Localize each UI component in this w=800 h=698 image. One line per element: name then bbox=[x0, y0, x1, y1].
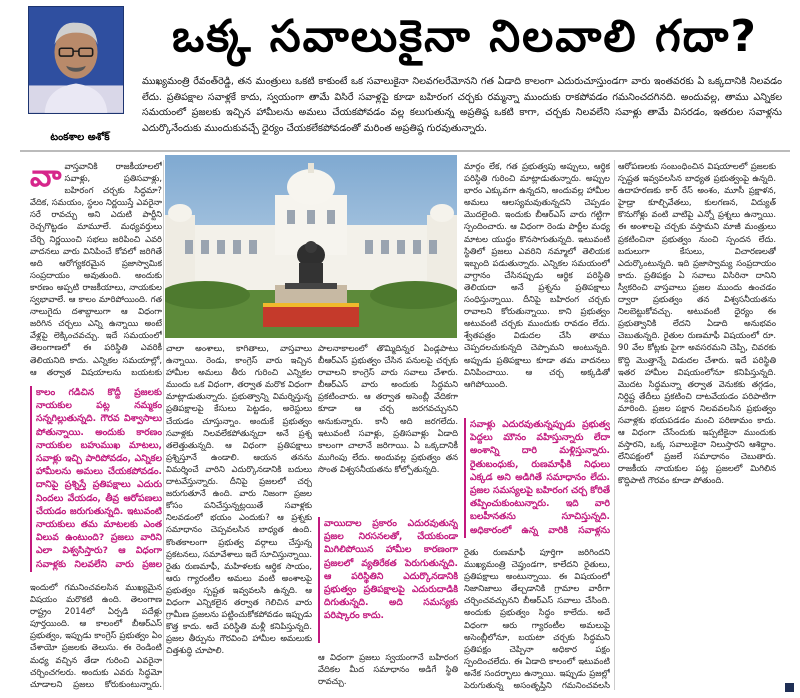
header-divider bbox=[20, 150, 790, 152]
pull-quote-bar-4 bbox=[464, 418, 466, 538]
page-corner-mark bbox=[785, 683, 794, 692]
column-2: చాలా అంశాలు, కాగితాలు, వాస్తవాలు ఉన్నాయి. రెండు, కాంగ్రెస్ వారు ఇచ్చిన హామీల అమలు తీరు గురించి ఎన్నికల ముందు ఒక విధంగా, తర్వాత మరొక విధంగా మాట్లాడుతున్నారు. ప్రభుత్వాన్ని విమర్శిస్తున్న ప్రతిపక్షాలపై కేసులు పెట్టడం, అరెస్టులు చేయడం చూస్తున్నాం. అందుకే ప్రభుత్వం సవాళ్లకు నిలవలేకపోతున్నదా అనే ప్రశ్న తలెత్తుతున్నది. ఆ విధంగా ప్రతిపక్షాలు ప్రశ్నిస్తూనే ఉండాలి. ఆయన తనను విమర్శించే వారిని ఎదుర్కొనడానికి బదులు దాటవేస్తున్నారు. దీనిపై ప్రజలలో చర్చ జరుగుతూనే ఉంది. వారు నిజంగా ప్రజల కోసం పనిచేస్తున్నట్లయితే సవాళ్లకు నిలవడంలో భయం ఎందుకు? ఆ ప్రశ్నకు సమాధానం చెప్పవలసిన బాధ్యత ఉంది. కొంతకాలంగా ప్రభుత్వ వర్గాలు చేస్తున్న ప్రకటనలు, సమావేశాలు ఇదే సూచిస్తున్నాయి. రైతు రుణమాఫీ, మహిళలకు ఆర్థిక సాయం, ఆరు గ్యారంటీల అమలు వంటి అంశాలపై ప్రభుత్వం స్పష్టత ఇవ్వవలసి ఉన్నది. ఆ విధంగా ఎన్నికలైన తర్వాత గెలిచిన వారు గ్రామీణ ప్రజలను పట్టించుకోకపోవడం ఇప్పుడు కొత్త కాదు. అదే పరిస్థితి మళ్లీ కనిపిస్తున్నది. ప్రజల తీర్పును గౌరవించి హామీల అమలుకు చిత్తశుద్ధి చూపాలి. bbox=[166, 343, 312, 656]
author-portrait bbox=[28, 6, 124, 114]
column-1-bottom: ఇందులో గమనించవలసిన ముఖ్యమైన విషయం మరొకటి ఉంది. తెలంగాణ రాష్ట్రం 2014లో ఏర్పడి పదేళ్లు పూర్తయింది. ఆ కాలంలో బీఆర్ఎస్ ప్రభుత్వం, ఇప్పుడు కాంగ్రెస్ ప్రభుత్వం ఏం చేశాయో ప్రజలకు తెలుసు. ఈ రెండింటి మధ్య వచ్చిన తేడా గురించి ఎవరైనా చర్చించగలరు. అందుకు ఎవరు సిద్ధమో చూడాలని ప్రజలు కోరుకుంటున్నారు. bbox=[30, 582, 162, 689]
pull-quote-4: సవాళ్లు ఎదురవుతున్నప్పుడు ప్రభుత్వ పెద్దలు మౌనం వహిస్తున్నారు లేదా అంశాన్ని దారి మళ్లిస్తున్నారు. రైతుబంధుకు, రుణమాఫీకి నిధులు ఎక్కడ అని అడిగితే సమాధానం లేదు. ప్రజల సమస్యలపై బహిరంగ చర్చ కోరితే తప్పించుకుంటున్నారు. ఇది వారి బలహీనతను సూచిస్తున్నది. అధికారంలో ఉన్న వారికి సవాళ్లను bbox=[470, 419, 610, 536]
assembly-building-photo bbox=[165, 155, 457, 338]
pull-quote-bar-1 bbox=[30, 386, 32, 572]
article-summary: ముఖ్యమంత్రి రేవంత్‌రెడ్డి, తన మంత్రులు ఒకటి కాకుంటే ఒక సవాలుకైనా నిలవగలరేమోనని గత ఏడాది కాలంగా ఎదురుచూస్తుండగా వారు ఇంతవరకు ఏ ఒక్కదానికి నిలవడం లేదు. ప్రతిపక్షాల సవాళ్లకే కాదు, స్వయంగా తామే విసిరే సవాళ్లపై కూడా బహిరంగ చర్చకు రమ్మన్నా ముందుకు రాకపోవడం గమనించదగినది. అందువల్ల, తాము ఎన్నికల సమయంలో ప్రజలకు ఇచ్చిన హామీలను అమలు చేయకపోవడం వల్ల కలుగుతున్న అప్రతిష్ఠ ఒకటి కాగా, చర్చకు నిలవలేని సవాళ్లు తామే విసరడం, ఇతరుల సవాళ్లను ఎదుర్కొనేందుకు ముందుకువచ్చే ధైర్యం చేయకలేకపోవడంతో మరింత అప్రతిష్ఠ గురవుతున్నారు. bbox=[142, 76, 782, 134]
column-3-top: పాలనాకాలంలో తొమ్మిదిన్నర ఏండ్లపాటు బీఆర్ఎస్ ప్రభుత్వం చేసిన పనులపై చర్చకు రావాలని కాంగ్రెస్ వారు సవాలు చేశారు. బీఆర్ఎస్ వారు అందుకు సిద్ధమని ప్రకటించారు. ఆ తర్వాత అసెంబ్లీ వేదికగా కూడా ఆ చర్చ జరగవచ్చునని అనుకున్నారు. కానీ అది జరగలేదు. ఇటువంటి సవాళ్లు, ప్రతిసవాళ్లు ఏడాది కాలంగా చాలానే జరిగాయి. ఏ ఒక్కదానికీ ముగింపు లేదు. అందువల్ల ప్రభుత్వం తన సొంత విశ్వసనీయతను కోల్పోతున్నది. bbox=[318, 343, 458, 474]
author-name: టంకశాల అశోక్ bbox=[50, 132, 110, 143]
dropcap-letter: వా bbox=[30, 160, 62, 194]
column-4-bottom: రైతు రుణమాఫీ పూర్తిగా జరిగిందని ముఖ్యమంత్రి చెప్తుండగా, కాలేదని రైతులు, ప్రతిపక్షాలు అంటున్నాయి. ఈ విషయంలో నిజానిజాలు తేల్చడానికి గ్రామాల వారీగా చర్చించవచ్చునని బీఆర్ఎస్ సవాలు చేసింది. అందుకు ప్రభుత్వం సిద్ధం కాలేదు. అదే విధంగా ఆరు గ్యారంటీల అమలుపై అసెంబ్లీలోనూ, బయటా చర్చకు సిద్ధమని ప్రతిపక్షం చెప్పినా అధికార పక్షం స్పందించలేదు. ఈ ఏడాది కాలంలో ఇటువంటి అనేక సందర్భాలు ఉన్నాయి. ఇప్పుడు ప్రజల్లో పెరుగుతున్న అసంతృప్తిని గమనించవలసి bbox=[464, 547, 610, 691]
pull-quote-3: వాయిదాల ప్రకారం ఎదురవుతున్న ప్రజల నిరసనలతో, చేయకుండా మిగిలిపోయిన హామీల కారణంగా ప్రజలలో వ్యతిరేకత పెరుగుతున్నది. ఆ పరిస్థితిని ఎదుర్కొనడానికి ప్రభుత్వం ప్రతిపక్షాలపై ఎదురుదాడికి దిగుతున్నది. అది సమస్యకు పరిష్కారం కాదు. bbox=[324, 518, 458, 622]
pull-quote-1: కాలం గడిచిన కొద్దీ ప్రజలకు నాయకుల పట్ల నమ్మకం సన్నగిల్లుతున్నది. గౌరవ విశ్వాసాలు పోతున్నాయి. అందుకు కారణం నాయకుల బహుముఖ మాటలు, సవాళ్లు ఇచ్చి పారిపోవడం, ఎన్నికల హామీలను అమలు చేయకపోవడం. దానిపై ప్రశ్నిస్తే ప్రతిపక్షాలు ఎదురు నిందలు వేయడం, తీవ్ర ఆరోపణలు చేయడం జరుగుతున్నది. ఇటువంటి నాయకులు తమ మాటలకు ఎంత విలువ ఉంటుంది? ప్రజలు వారిని ఎలా విశ్వసిస్తారు? ఆ విధంగా సవాళ్లకు నిలవలేని వారు ప్రజల bbox=[36, 387, 162, 570]
column-divider bbox=[163, 160, 164, 690]
column-1-top-text: వాస్తవానికి రాజకీయాలలో సవాళ్లు, ప్రతిసవాళ్లు, బహిరంగ చర్చకు సిద్ధమా? వేదిక, సమయం, స్థలం నిర్ణయిస్తే ఎవరైనా సరే రావచ్చు అని ఎదుటి పార్టీని రెచ్చగొట్టడం మామూలే. మధ్యవర్తులు చేర్చి నిర్ణయించి సభలు జరిపించి ఎవరి వాదనలు వారు వినిపించే కోవలో జరిగితే అది ఆరోగ్యకరమైన ప్రజాస్వామిక సంప్రదాయం అవుతుంది. అందుకు కారణం అప్పటి రాజకీయాలు, నాయకుల స్వభావాలే. ఆ కాలం మారిపోయింది. గత నాలుగైదు దశాబ్దాలుగా ఆ విధంగా జరిగిన చర్చలు ఎన్ని ఉన్నాయి అంటే వేళ్లపై లెక్కించవచ్చు. ఇదే సమయంలో తెలంగాణలో ఈ పరిస్థితి ఎవరికీ తెలియనిది కాదు. ఎన్నికల సమయాల్లో, ఆ తర్వాత విషయాలను బయటకు bbox=[30, 161, 162, 377]
column-1-top bbox=[30, 160, 162, 379]
column-3-bottom: ఆ విధంగా ప్రజలు స్వయంగానే బహిరంగ వేదికల మీద సమాధానం అడిగే స్థితి రావచ్చు. bbox=[318, 652, 458, 687]
headline: ఒక్క సవాలుకైనా నిలవాలి గదా? bbox=[172, 11, 758, 62]
pull-quote-bar-3 bbox=[318, 517, 320, 643]
column-4-top: మార్గం లేక, గత ప్రభుత్వపు అప్పులు, ఆర్థిక పరిస్థితి గురించి మాట్లాడుతున్నారు. అప్పుల భారం ఎక్కువగా ఉన్నదని, అందువల్ల హామీల అమలు ఆలస్యమవుతున్నదని చెప్పడం మొదలైంది. ఇందుకు బీఆర్ఎస్ వారు గట్టిగా స్పందించారు. ఆ విధంగా రెండు పార్టీల మధ్య మాటల యుద్ధం కొనసాగుతున్నది. ఇటువంటి స్థితిలో ప్రజలు ఎవరిని నమ్మాలో తెలియక ఇబ్బంది పడుతున్నారు. ఎన్నికల సమయంలో వాగ్దానం చేసినప్పుడు ఆర్థిక పరిస్థితి తెలియదా అనే ప్రశ్నను ప్రతిపక్షాలు సంధిస్తున్నాయి. దీనిపై బహిరంగ చర్చకు రావాలని కోరుతున్నాయి. కాని ప్రభుత్వం అటువంటి చర్చకు ముందుకు రావడం లేదు. శ్వేతపత్రం విడుదల చేసి తాము చెప్పదలచుకున్నది చెప్పామని అంటున్నది. అప్పుడు ప్రతిపక్షాలు కూడా తమ వాదనలు వినిపించాయి. ఆ చర్చ అక్కడితో ఆగిపోయింది. bbox=[464, 161, 610, 389]
column-5: ఆరోపణలకు సంబంధించిన విషయాలలో ప్రజలకు స్పష్టత ఇవ్వవలసిన బాధ్యత ప్రభుత్వంపై ఉన్నది. ఉదాహరణకు కార్ రేస్ అంశం, మూసీ ప్రక్షాళన, హైడ్రా కూల్చివేతలు, కులగణన, విద్యుత్ కొనుగోళ్లు వంటి వాటిపై ఎన్నో ప్రశ్నలు ఉన్నాయి. ఈ అంశాలపై చర్చకు వస్తామని మాజీ మంత్రులు ప్రకటించినా ప్రభుత్వం నుంచి స్పందన లేదు. బదులుగా కేసులు, విచారణలతో ఎదుర్కొంటున్నది. ఇది ప్రజాస్వామ్య సంప్రదాయం కాదు. ప్రతిపక్షం ఏ సవాలు విసిరినా దానిని స్వీకరించి వాస్తవాలు ప్రజల ముందు ఉంచడం ద్వారా ప్రభుత్వం తన విశ్వసనీయతను నిలబెట్టుకోవచ్చు. అటువంటి ధైర్యం ఈ ప్రభుత్వానికి లేదని ఏడాది అనుభవం చెబుతున్నది. రైతుల రుణమాఫీ విషయంలో రూ. 90 వేల కోట్లకు పైగా అవసరమని చెప్పి, చివరకు కొద్ది మొత్తాన్నే విడుదల చేశారు. ఇదే పరిస్థితి ఇతర హామీల విషయంలోనూ కనిపిస్తున్నది. మొదట సిద్ధమన్నా తర్వాత వెనుకకు తగ్గడం, నిర్దిష్ట తేదీలు ప్రకటించి దాటవేయడం పరిపాటిగా మారింది. ప్రజల పక్షాన నిలవవలసిన ప్రభుత్వం సవాళ్లకు భయపడడం మంచి పరిణామం కాదు. ఆ విధంగా చేసేందుకు ఇప్పటికైనా ముందుకు వస్తారని, ఒక్క సవాలుకైనా నిలుస్తారని ఆశిద్దాం. లేనిపక్షంలో ప్రజలే సమాధానం చెబుతారు. రాజకీయ నాయకుల పట్ల ప్రజలలో మిగిలిన కొద్దిపాటి గౌరవం కూడా పోతుంది. bbox=[618, 161, 776, 486]
column-divider bbox=[614, 160, 615, 690]
